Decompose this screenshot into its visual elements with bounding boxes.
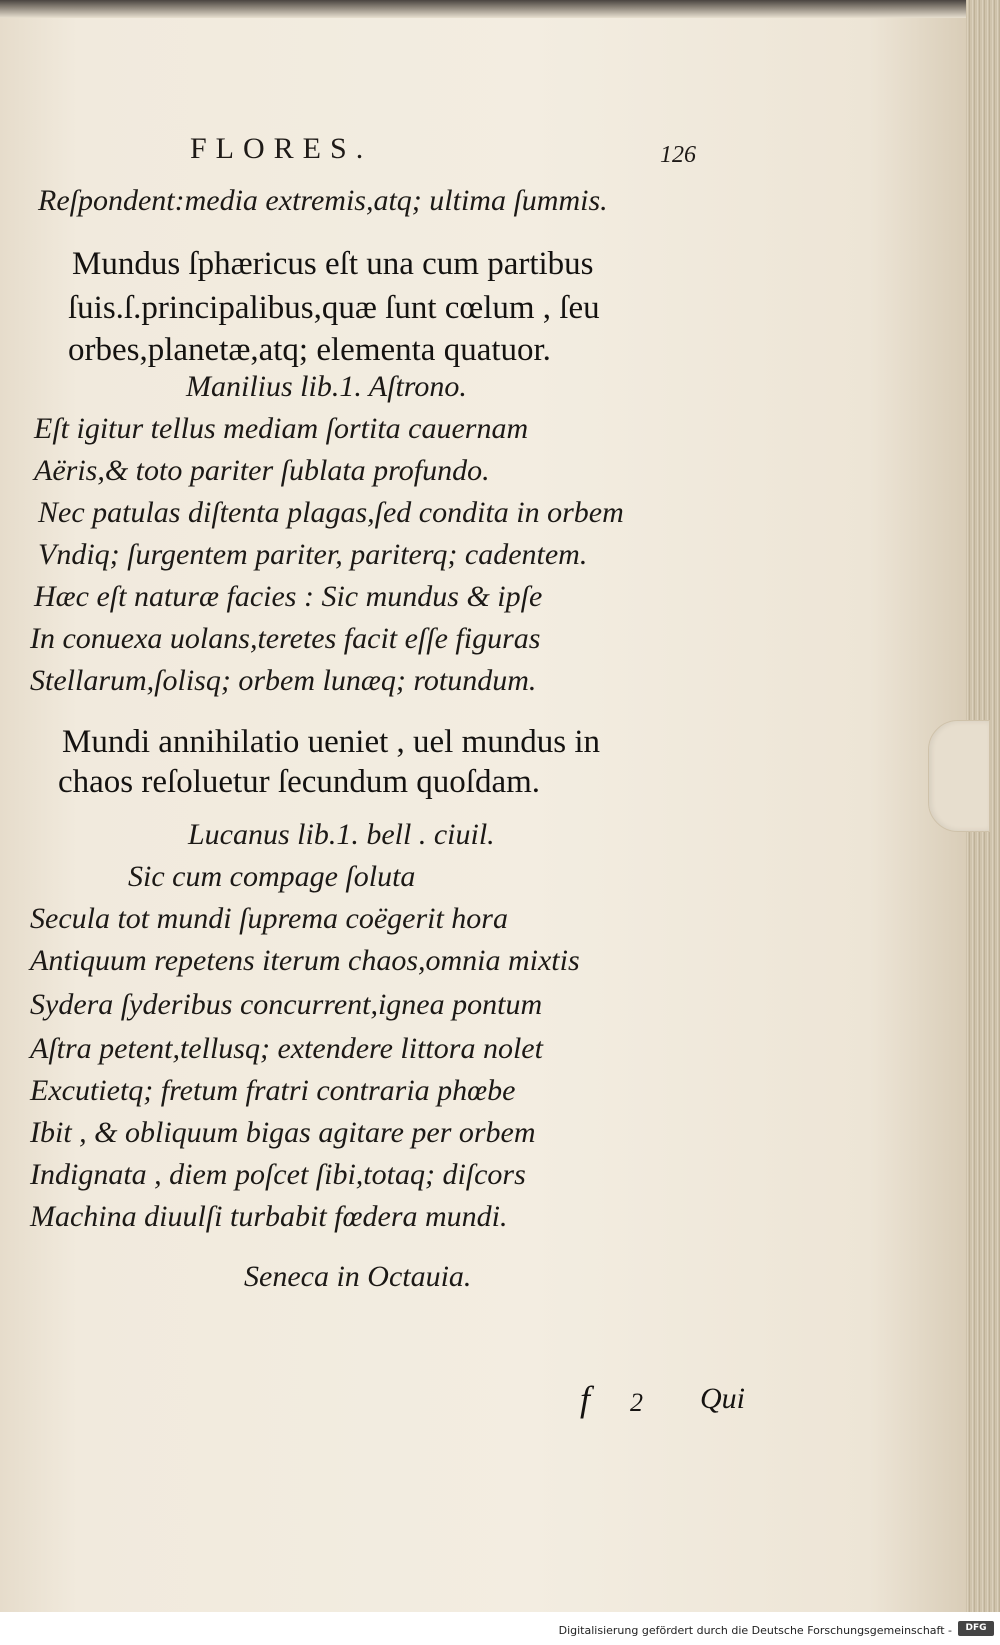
signature-number: 2 [630,1388,643,1417]
text-line: Machina diuulſi turbabit fœdera mundi. [30,1200,508,1233]
text-line: Sydera ſyderibus concurrent,ignea pontum [30,988,543,1021]
text-line: Antiquum repetens iterum chaos,omnia mixtis [30,944,580,977]
text-line: Mundi annihilatio ueniet , uel mundus in [62,724,601,760]
text-line: Stellarum,ſolisq; orbem lunæq; rotundum. [30,664,537,697]
page-number: 126 [660,142,696,168]
text-line: Manilius lib.1. Aſtrono. [186,370,467,403]
text-line: In conuexa uolans,teretes facit eſſe figuras [30,622,541,655]
text-line: Ibit , & obliquum bigas agitare per orbem [30,1116,536,1149]
dfg-logo: DFG [958,1621,994,1636]
text-line: Reſpondent:media extremis,atq; ultima ſummis. [38,184,608,217]
text-line: Indignata , diem poſcet ſibi,totaq; diſcors [30,1158,526,1191]
text-line: chaos reſoluetur ſecundum quoſdam. [58,764,541,800]
text-line: Lucanus lib.1. bell . ciuil. [188,818,495,851]
text-line: Secula tot mundi ſuprema coëgerit hora [30,902,508,935]
signature-mark: f [580,1379,591,1419]
text-line: Aëris,& toto pariter ſublata profundo. [34,454,490,487]
text-line: ſuis.ſ.principalibus,quæ ſunt cœlum , ſeu [68,290,600,326]
text-line: Nec patulas diſtenta plagas,ſed condita in orbem [38,496,624,529]
text-line: orbes,planetæ,atq; elementa quatuor. [68,332,551,368]
text-line: Mundus ſphæricus eſt una cum partibus [72,246,594,282]
text-line: Hæc eſt naturæ facies : Sic mundus & ipſe [34,580,543,613]
digitization-footer [0,1612,1000,1645]
page-top-edge [0,0,966,18]
thumb-tab [928,720,990,832]
catchword: Qui [700,1382,745,1415]
text-line: Vndiq; ſurgentem pariter, pariterq; cadentem. [38,538,588,571]
footer-credit: Digitalisierung gefördert durch die Deutsche Forschungsgemeinschaft - [558,1624,952,1637]
text-line: Excutietq; fretum fratri contraria phœbe [30,1074,516,1107]
text-line: Eſt igitur tellus mediam ſortita cauernam [34,412,529,445]
text-line: Sic cum compage ſoluta [128,860,416,893]
text-line: Aſtra petent,tellusq; extendere littora nolet [30,1032,543,1065]
text-line: Seneca in Octauia. [244,1260,472,1293]
running-head: FLORES. [190,132,373,165]
